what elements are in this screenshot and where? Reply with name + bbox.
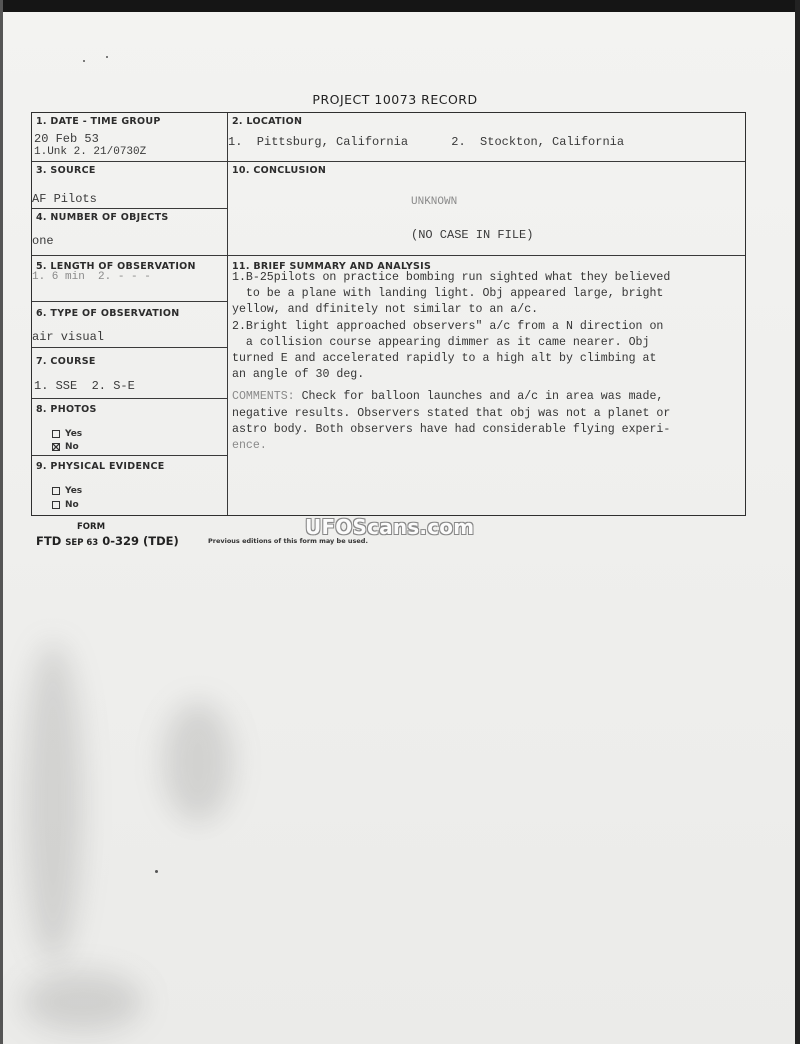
photos-no-label: No	[65, 442, 79, 452]
length-of-observation-cell	[32, 256, 228, 302]
number-of-objects-cell	[32, 209, 228, 256]
summary-line: a collision course appearing dimmer as it came nearer. Obj	[232, 335, 650, 349]
footer-form-id	[36, 534, 179, 548]
record-form	[31, 112, 746, 516]
conclusion-value: UNKNOWN	[411, 196, 458, 208]
source-cell	[32, 162, 228, 209]
source-value: AF Pilots	[32, 192, 97, 206]
footer-form-date: SEP 63	[65, 538, 99, 548]
number-of-objects-value: one	[32, 234, 54, 248]
length-of-observation-label: 5. LENGTH OF OBSERVATION	[36, 261, 196, 272]
course-value: 1. SSE 2. S-E	[34, 379, 135, 393]
photos-no-checkbox-checked	[52, 443, 60, 451]
conclusion-cell	[228, 162, 745, 256]
evidence-no-checkbox	[52, 501, 60, 509]
date-value: 20 Feb 53	[34, 132, 99, 146]
physical-evidence-cell	[32, 456, 228, 515]
summary-cell	[228, 256, 745, 515]
source-label: 3. SOURCE	[36, 165, 96, 176]
conclusion-label: 10. CONCLUSION	[232, 165, 327, 176]
summary-line: 2.Bright light approached observers" a/c from a N direction on	[232, 319, 664, 333]
photos-label: 8. PHOTOS	[36, 404, 97, 415]
location-value: 1. Pittsburg, California 2. Stockton, California	[228, 135, 625, 149]
photos-yes-option	[52, 429, 82, 439]
conclusion-note: (NO CASE IN FILE)	[411, 228, 534, 242]
photos-yes-label: Yes	[65, 429, 83, 439]
date-time-cell	[32, 113, 228, 162]
summary-line: to be a plane with landing light. Obj appeared large, bright	[232, 287, 664, 301]
location-cell	[228, 113, 745, 162]
evidence-yes-label: Yes	[65, 486, 83, 496]
type-of-observation-label: 6. TYPE OF OBSERVATION	[36, 308, 180, 319]
evidence-yes-checkbox	[52, 487, 60, 495]
photos-cell	[32, 399, 228, 456]
comments-line: ence.	[232, 439, 267, 453]
summary-line: yellow, and dfinitely not similar to an a/c.	[232, 303, 539, 317]
length-of-observation-value: 1. 6 min 2. - - -	[32, 271, 151, 283]
photos-no-option	[52, 442, 79, 452]
course-cell	[32, 348, 228, 399]
comments-text: Check for balloon launches and a/c in area was made,	[294, 390, 664, 404]
photos-yes-checkbox	[52, 430, 60, 438]
footer-form-prefix: FTD	[36, 534, 62, 548]
time-group-value: 1.Unk 2. 21/0730Z	[34, 146, 147, 158]
form-title: PROJECT 10073 RECORD	[312, 92, 478, 107]
type-of-observation-value: air visual	[32, 330, 105, 344]
number-of-objects-label: 4. NUMBER OF OBJECTS	[36, 212, 169, 223]
footer-form-label: FORM	[77, 522, 106, 532]
type-of-observation-cell	[32, 302, 228, 348]
footer-form-number: 0-329 (TDE)	[102, 534, 179, 548]
evidence-yes-option	[52, 486, 82, 496]
location-label: 2. LOCATION	[232, 116, 303, 127]
summary-text	[232, 270, 747, 454]
physical-evidence-label: 9. PHYSICAL EVIDENCE	[36, 461, 165, 472]
summary-line: an angle of 30 deg.	[232, 368, 365, 382]
summary-line: 1.B-25pilots on practice bombing run sighted what they believed	[232, 271, 671, 284]
scan-right-border	[795, 0, 800, 1044]
evidence-no-option	[52, 500, 79, 510]
comments-line: negative results. Observers stated that obj was not a planet or	[232, 406, 671, 420]
course-label: 7. COURSE	[36, 356, 96, 367]
footer-note: Previous editions of this form may be used.	[208, 537, 368, 545]
summary-label: 11. BRIEF SUMMARY AND ANALYSIS	[232, 261, 432, 272]
summary-line: turned E and accelerated rapidly to a high alt by climbing at	[232, 352, 657, 366]
date-time-label: 1. DATE - TIME GROUP	[36, 116, 161, 127]
evidence-no-label: No	[65, 500, 79, 510]
site-watermark: UFOScans.com	[305, 515, 475, 539]
comments-line	[232, 389, 747, 405]
scan-top-border	[0, 0, 800, 12]
comments-line: astro body. Both observers have had considerable flying experi-	[232, 422, 671, 436]
comments-label: COMMENTS:	[232, 390, 295, 404]
